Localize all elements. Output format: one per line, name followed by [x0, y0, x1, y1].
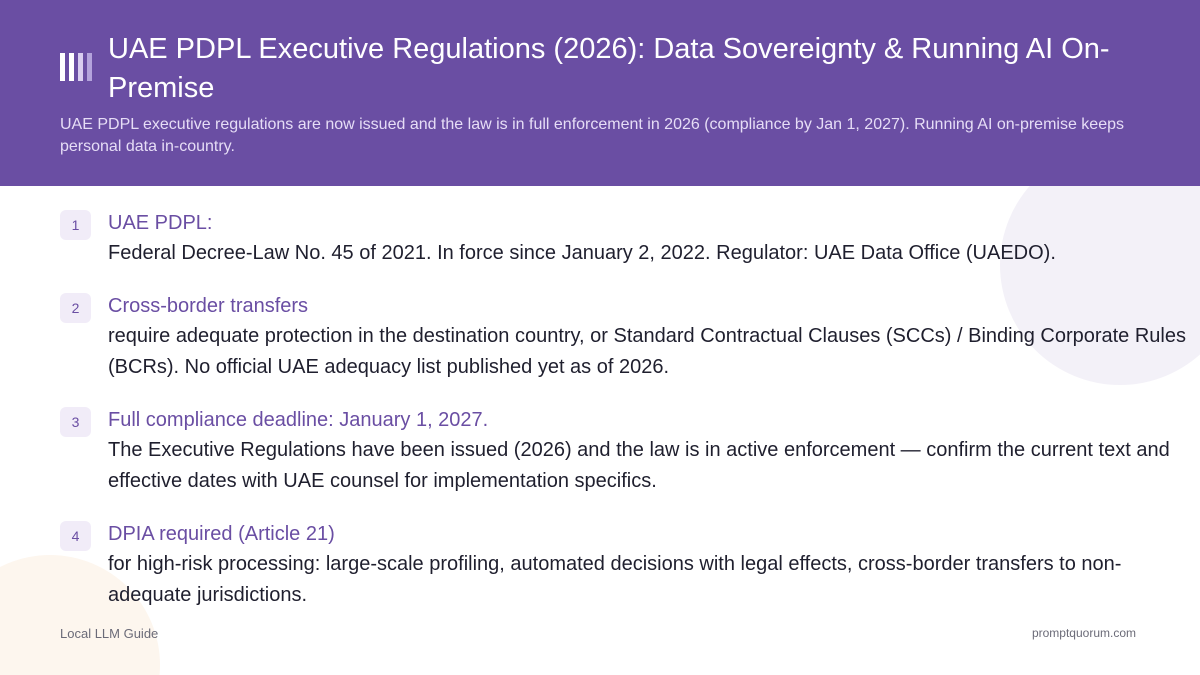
item-title: DPIA required (Article 21) [108, 523, 335, 545]
bars-logo-icon [60, 53, 94, 81]
item-number-badge: 2 [60, 293, 91, 323]
list-item [60, 405, 1190, 497]
item-list [60, 208, 1190, 611]
list-item [60, 291, 1190, 383]
item-number-badge: 1 [60, 210, 91, 240]
item-title: Cross-border transfers [108, 295, 309, 317]
footer-site-link[interactable]: promptquorum.com [1031, 626, 1136, 640]
list-item [60, 519, 1190, 611]
item-title: UAE PDPL: [108, 212, 213, 234]
footer-guide-label: Local LLM Guide [60, 626, 159, 641]
page-subtitle: UAE PDPL executive regulations are now issued and the law is in full enforcement in 2026 (compliance by Jan 1, 2027). Running AI on-premise keeps personal data in-country. [60, 116, 1124, 155]
item-body: The Executive Regulations have been issued (2026) and the law is in active enforcement — confirm the current text and effective dates with UAE counsel for implementation specifics. [108, 439, 1170, 492]
item-title: Full compliance deadline: January 1, 2027. [108, 409, 489, 431]
item-body: for high-risk processing: large-scale profiling, automated decisions with legal effects, cross-border transfers to non-adequate jurisdictions. [108, 553, 1122, 606]
item-body: Federal Decree-Law No. 45 of 2021. In force since January 2, 2022. Regulator: UAE Data Office (UAEDO). [108, 242, 1056, 264]
item-number-badge: 3 [60, 407, 91, 437]
header-banner [0, 0, 1200, 186]
item-body: require adequate protection in the destination country, or Standard Contractual Clauses (SCCs) / Binding Corporate Rules (BCRs). No official UAE adequacy list published yet as of 2026. [108, 325, 1186, 378]
list-item [60, 208, 1190, 269]
item-number-badge: 4 [60, 521, 91, 551]
page-title: UAE PDPL Executive Regulations (2026): Data Sovereignty & Running AI On-Premise [108, 33, 1110, 104]
